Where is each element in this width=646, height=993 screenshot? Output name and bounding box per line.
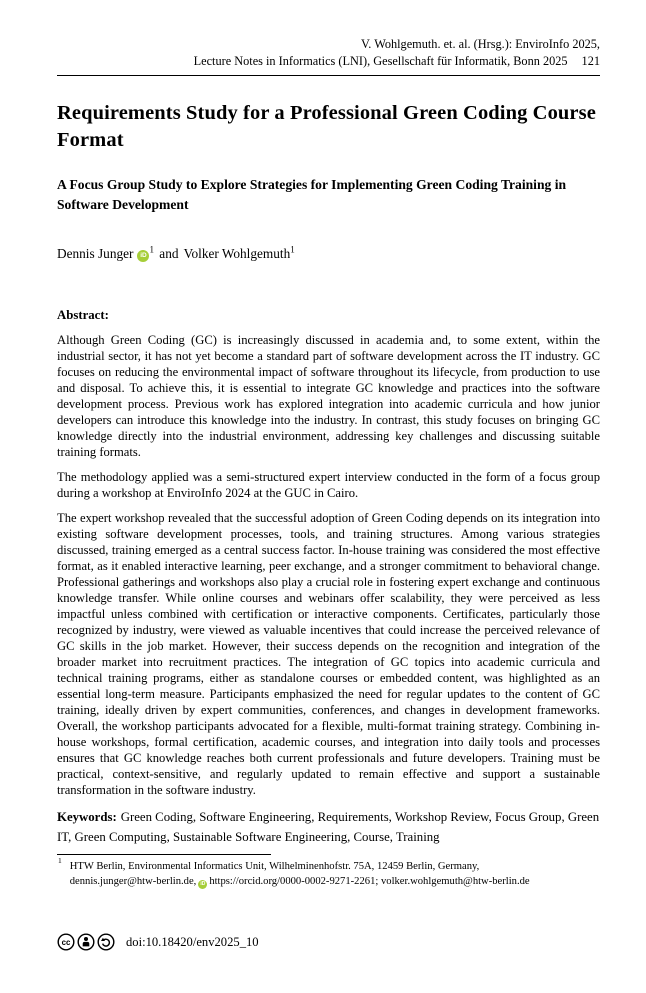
cc-icon[interactable] [57,933,75,951]
cc-license-icons [57,933,115,951]
header-line-2 [57,53,600,70]
footnote-orcid-url[interactable]: https://orcid.org/0000-0002-9271-2261; [209,876,379,887]
header-citation: Lecture Notes in Informatics (LNI), Gesellschaft für Informatik, Bonn 2025 [193,54,568,68]
keywords-line [57,807,600,847]
footnote-contact-line [70,874,600,889]
orcid-icon[interactable]: iD [137,250,149,262]
footnote-body [57,856,600,889]
footnote-affiliation: HTW Berlin, Environmental Informatics Unit, Wilhelminenhofstr. 75A, 12459 Berlin, Germany, [69,861,480,872]
author-1-affiliation-mark: 1 [149,244,154,255]
cc-by-icon[interactable] [77,933,95,951]
page-number: 121 [581,54,600,68]
license-footer [57,933,259,951]
footnote-rule [57,854,271,855]
paper-title: Requirements Study for a Professional Green Coding Course Format [57,102,596,151]
svg-text:cc: cc [61,937,71,947]
keywords-label: Keywords: [57,810,117,824]
abstract-paragraph-1: Although Green Coding (GC) is increasingly discussed in academia and, to some extent, within the industrial sector, it has not yet become a standard part of software development across the IT industry. GC focuses on reducing the environmental impact of software throughout its lifecycle, from production to use and disposal. To achieve this, it is essential to integrate GC knowledge and practices into the software development process. Previous work has explored integration into academic curricula and how junior developers can introduce this knowledge into the industry. In contrast, this study focuses on bringing GC knowledge directly into the industrial environment, addressing key challenges and discussing suitable training formats. [57,333,600,459]
doi-text[interactable]: doi:10.18420/env2025_10 [126,934,259,949]
abstract-paragraph-3: The expert workshop revealed that the successful adoption of Green Coding depends on its integration into existing software development processes, tools, and training structures. Among various strategies discussed, training emerged as a central success factor. In-house training was considered the most effective format, as it enabled interactive learning, peer exchange, and a stronger commitment to behavioral change. Professional gatherings and workshops also play a crucial role in fostering expert exchange and continuous knowledge transfer. While online courses and webinars offer scalability, they were perceived as less impactful unless combined with certification or interactive components. Certificates, particularly those recognized by industry, were viewed as valuable incentives that could increase the perceived relevance of GC skills in the job market. However, their success depends on the recognition and integration of the broader market into recruitment practices. The integration of GC topics into academic curricula and technical training programs, either as standalone courses or embedded content, was highlighted as an essential long-term measure. Participants emphasized the need for regular updates to the content of GC training, ideally driven by expert communities, conferences, and changes in development frameworks. Overall, the workshop participants advocated for a flexible, multi-format training strategy. Combining in-house workshops, formal certification, academic courses, and integration into daily tools and processes ensures that GC knowledge reaches both current professionals and future developers. Training must be practical, context-sensitive, and regularly updated to remain effective and support a sustainable transformation in the software industry. [57,511,600,797]
paper-subtitle: A Focus Group Study to Explore Strategies for Implementing Green Coding Training in Software Development [57,177,567,212]
author-1-name: Dennis Junger [57,246,134,261]
abstract-section [57,308,600,798]
author-2-name: Volker Wohlgemuth [183,246,291,261]
author-line [57,245,600,263]
footnote-text [70,859,600,889]
header-rule [57,75,600,76]
footnote-email-1[interactable]: dennis.junger@htw-berlin.de, [69,876,197,887]
abstract-heading: Abstract: [57,308,109,322]
author-2-affiliation-mark: 1 [290,244,295,255]
footnote-marker: 1 [58,856,62,865]
footnote-block [57,854,600,889]
header-line-1: V. Wohlgemuth. et. al. (Hrsg.): EnviroInfo 2025, [361,37,600,51]
keywords-text: Green Coding, Software Engineering, Requirements, Workshop Review, Focus Group, Green IT, Green Computing, Sustainable Software Engineering, Course, Training [57,810,600,844]
abstract-paragraph-2: The methodology applied was a semi-structured expert interview conducted in the form of a focus group during a workshop at EnviroInfo 2024 at the GUC in Cairo. [57,470,600,500]
orcid-icon-small[interactable]: iD [200,881,206,887]
footnote-email-2[interactable]: volker.wohlgemuth@htw-berlin.de [380,876,530,887]
author-separator: and [159,246,179,261]
running-header [57,36,600,76]
cc-sa-icon[interactable] [97,933,115,951]
